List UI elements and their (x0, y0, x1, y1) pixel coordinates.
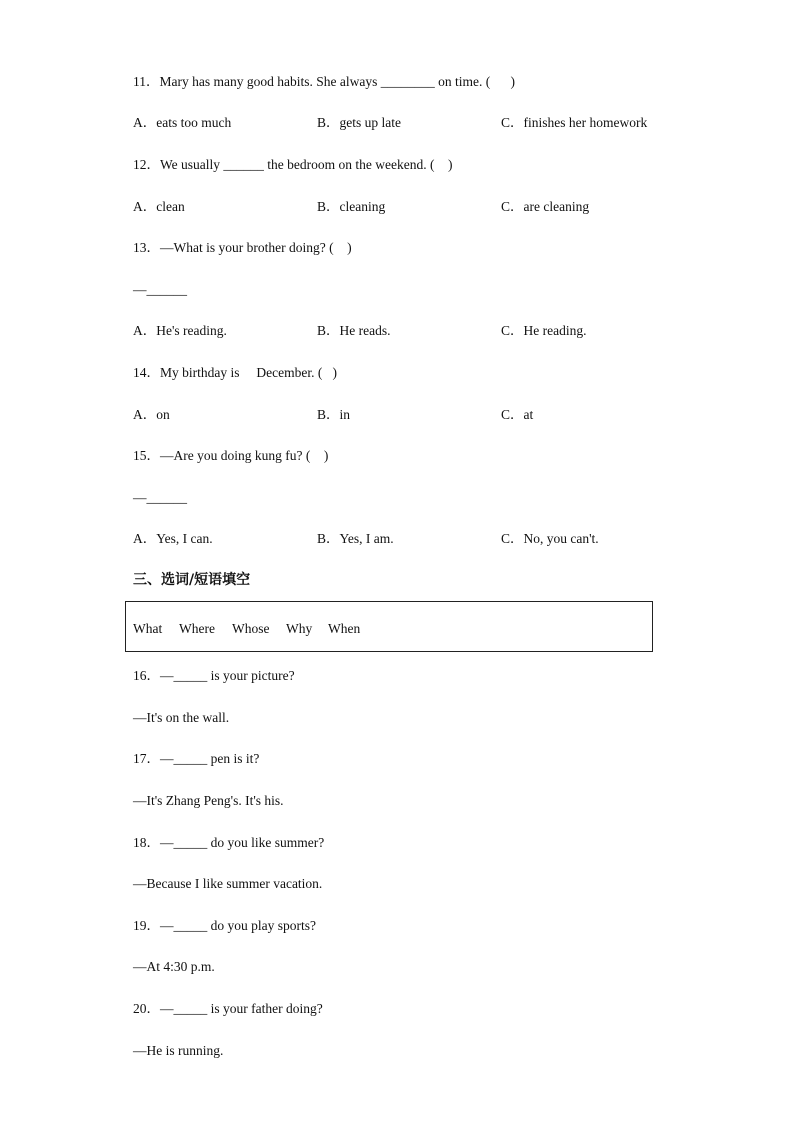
question-18-stem: 18．—_____ do you like summer? (133, 835, 325, 850)
word-bank (125, 601, 653, 652)
question-11-stem: 11．Mary has many good habits. She always ________ on time. ( ) (133, 74, 515, 89)
question-19-reply: —At 4:30 p.m. (133, 959, 215, 974)
question-12-stem: 12．We usually ______ the bedroom on the weekend. ( ) (133, 157, 453, 172)
question-14-stem: 14．My birthday is December. ( ) (133, 365, 337, 380)
question-14-option-a: A．on (133, 407, 170, 422)
question-18-reply: —Because I like summer vacation. (133, 876, 323, 891)
section-heading: 三、选词/短语填空 (133, 572, 251, 588)
question-15-answer-line: —______ (133, 490, 187, 505)
word-bank-item: Why (286, 621, 313, 636)
question-15-stem: 15．—Are you doing kung fu? ( ) (133, 448, 329, 463)
question-16-reply: —It's on the wall. (133, 710, 230, 725)
question-13-option-c: C．He reading. (501, 323, 587, 338)
question-13-option-a: A．He's reading. (133, 323, 227, 338)
word-bank-item: Where (179, 621, 215, 636)
question-16-stem: 16．—_____ is your picture? (133, 668, 295, 683)
question-11-option-b: B．gets up late (317, 115, 401, 130)
question-12-option-a: A．clean (133, 199, 185, 214)
word-bank-item: When (328, 621, 361, 636)
question-17-stem: 17．—_____ pen is it? (133, 751, 260, 766)
question-17-reply: —It's Zhang Peng's. It's his. (133, 793, 284, 808)
question-13-option-b: B．He reads. (317, 323, 391, 338)
question-20-reply: —He is running. (133, 1043, 224, 1058)
question-12-option-b: B．cleaning (317, 199, 386, 214)
question-20-stem: 20．—_____ is your father doing? (133, 1001, 323, 1016)
question-13-stem: 13．—What is your brother doing? ( ) (133, 240, 352, 255)
word-bank-item: What (133, 621, 163, 636)
question-14-option-c: C．at (501, 407, 534, 422)
question-11-option-a: A．eats too much (133, 115, 232, 130)
question-15-option-c: C．No, you can't. (501, 531, 599, 546)
question-13-answer-line: —______ (133, 282, 187, 297)
word-bank-item: Whose (232, 621, 270, 636)
question-15-option-a: A．Yes, I can. (133, 531, 213, 546)
question-14-option-b: B．in (317, 407, 351, 422)
question-11-option-c: C．finishes her homework (501, 115, 648, 130)
question-12-option-c: C．are cleaning (501, 199, 590, 214)
question-15-option-b: B．Yes, I am. (317, 531, 394, 546)
question-19-stem: 19．—_____ do you play sports? (133, 918, 316, 933)
